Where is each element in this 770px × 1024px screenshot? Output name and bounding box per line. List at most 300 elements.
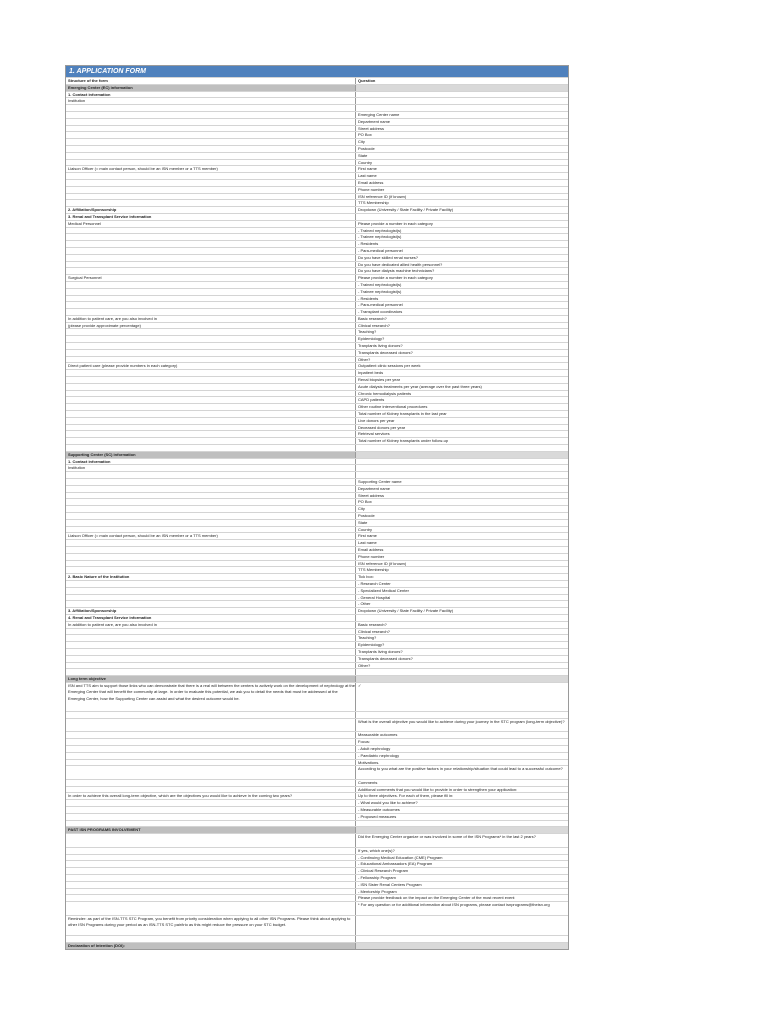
structure-cell xyxy=(66,882,356,888)
table-row xyxy=(66,833,568,847)
question-cell: City xyxy=(358,139,365,145)
table-row xyxy=(66,860,568,867)
structure-cell: In addition to patient care, are you also involved in xyxy=(66,622,356,628)
structure-cell xyxy=(66,343,356,349)
structure-cell xyxy=(66,499,356,505)
structure-cell xyxy=(66,370,356,376)
question-cell: - Fellowship Program xyxy=(358,875,396,881)
table-row xyxy=(66,267,568,274)
question-cell: - Residents xyxy=(358,295,379,301)
question-cell: Inpatient beds xyxy=(358,370,384,376)
structure-cell: 3. Affiliation/Sponsorship xyxy=(66,608,356,614)
question-cell xyxy=(356,669,568,675)
question-cell: Tick box: xyxy=(358,574,374,580)
question-cell xyxy=(356,85,568,91)
structure-cell xyxy=(66,180,356,186)
table-row xyxy=(66,111,568,118)
structure-cell xyxy=(66,760,356,766)
structure-cell xyxy=(66,160,356,166)
table-row xyxy=(66,759,568,766)
table-row xyxy=(66,485,568,492)
question-cell: Phone number xyxy=(358,186,385,192)
table-row xyxy=(66,478,568,485)
structure-cell xyxy=(66,642,356,648)
table-row xyxy=(66,349,568,356)
question-cell: Additional comments that you would like to provide in order to strengthen your application: xyxy=(358,786,518,792)
question-cell: Please provide a number in each category xyxy=(358,220,433,226)
structure-cell xyxy=(66,132,356,138)
table-row xyxy=(66,498,568,505)
table-row xyxy=(66,580,568,587)
structure-cell xyxy=(66,712,356,718)
table-row xyxy=(66,546,568,553)
structure-cell: In order to achieve this overall long-term objective, which are the objectives you would like to achieve in the coming two years? xyxy=(66,793,356,799)
structure-cell xyxy=(66,581,356,587)
question-cell: Email address xyxy=(358,179,384,185)
question-cell: What is the overall objective you would like to achieve during your journey in the STC program (long-term objective)? xyxy=(358,718,565,724)
question-cell xyxy=(356,943,568,949)
table-row xyxy=(66,295,568,302)
question-cell: - Trainee nephrologist(s) xyxy=(358,234,402,240)
question-cell: According to you what are the positive factors in your relationship/situation that could lead to a successful outcome? xyxy=(358,766,563,772)
table-row xyxy=(66,430,568,437)
table-row xyxy=(66,888,568,895)
question-cell: - Para-medical personnel xyxy=(358,247,403,253)
question-cell: Epidemiology? xyxy=(358,642,385,648)
table-row xyxy=(66,97,568,104)
structure-cell xyxy=(66,821,356,827)
structure-cell: Reminder: as part of the ISN-TTS STC Program, you benefit from priority consideration when applying to all other ISN Programs. Please think about applying to other ISN Programs during your period as an ISN-TTS STC pair/trio as this might reduce the pressure on your STC budget. xyxy=(66,916,356,935)
table-row xyxy=(66,765,568,779)
structure-cell xyxy=(66,629,356,635)
structure-cell xyxy=(66,479,356,485)
structure-cell: 2. Basic Nature of the Institution xyxy=(66,574,356,580)
structure-cell xyxy=(66,834,356,847)
table-row xyxy=(66,288,568,295)
structure-cell xyxy=(66,228,356,234)
table-row xyxy=(66,328,568,335)
structure-cell xyxy=(66,848,356,854)
table-row xyxy=(66,648,568,655)
question-cell: - Paediatric nephrology xyxy=(358,752,400,758)
table-row xyxy=(66,786,568,793)
table-row xyxy=(66,165,568,172)
structure-cell xyxy=(66,780,356,786)
structure-cell xyxy=(66,868,356,874)
structure-cell: Institution xyxy=(66,465,356,471)
table-row xyxy=(66,220,568,227)
structure-cell xyxy=(66,350,356,356)
table-row xyxy=(66,308,568,315)
question-cell: State xyxy=(358,519,368,525)
table-row xyxy=(66,731,568,738)
structure-cell xyxy=(66,732,356,738)
structure-cell: In addition to patient care, are you also involved in xyxy=(66,316,356,322)
question-cell: Other? xyxy=(358,662,371,668)
table-row xyxy=(66,505,568,512)
structure-cell xyxy=(66,595,356,601)
table-row xyxy=(66,369,568,376)
table-row xyxy=(66,682,568,711)
question-cell: Country xyxy=(358,526,373,532)
question-cell xyxy=(356,615,568,621)
table-row xyxy=(66,607,568,614)
question-cell: PO Box xyxy=(358,132,372,138)
table-row xyxy=(66,621,568,628)
structure-cell xyxy=(66,391,356,397)
table-row xyxy=(66,745,568,752)
question-cell: Total number of Kidney transplants in the last year xyxy=(358,411,447,417)
table-row xyxy=(66,362,568,369)
structure-cell xyxy=(66,506,356,512)
structure-cell xyxy=(66,329,356,335)
structure-cell xyxy=(66,656,356,662)
table-row xyxy=(66,444,568,451)
table-row xyxy=(66,806,568,813)
structure-cell xyxy=(66,302,356,308)
structure-cell xyxy=(66,814,356,820)
question-cell: Other? xyxy=(358,356,371,362)
table-row xyxy=(66,403,568,410)
question-cell: TTS Membership xyxy=(358,567,389,573)
question-cell: - Para-medical personnel xyxy=(358,302,403,308)
structure-cell xyxy=(66,194,356,200)
table-row xyxy=(66,233,568,240)
table-row xyxy=(66,464,568,471)
section-header-row xyxy=(66,84,568,91)
structure-cell xyxy=(66,855,356,861)
structure-cell xyxy=(66,669,356,675)
structure-cell: Liaison Officer (= main contact person, should be an ISN member or a TTS member) xyxy=(66,533,356,539)
table-row xyxy=(66,227,568,234)
question-cell: Focus: xyxy=(358,739,371,745)
table-row xyxy=(66,410,568,417)
application-form-sheet xyxy=(65,65,569,950)
question-cell: Other routine interventional procedures xyxy=(358,404,428,410)
table-row xyxy=(66,614,568,621)
table-row xyxy=(66,396,568,403)
table-row xyxy=(66,159,568,166)
question-cell: Emerging Center name xyxy=(358,111,400,117)
structure-cell xyxy=(66,262,356,268)
structure-cell xyxy=(66,719,356,732)
question-cell: Do you have skilled renal nurses? xyxy=(358,254,419,260)
structure-cell xyxy=(66,766,356,779)
question-cell: Tranplants living donors? xyxy=(358,648,403,654)
question-cell: Department name xyxy=(358,118,391,124)
table-row xyxy=(66,600,568,607)
question-cell xyxy=(356,712,568,718)
table-row xyxy=(66,104,568,111)
table-row xyxy=(66,594,568,601)
structure-cell: 1. Contact information xyxy=(66,459,356,465)
question-cell: - Continuing Medical Education (CME) Program xyxy=(358,854,443,860)
question-cell: TTS Membership xyxy=(358,200,389,206)
question-cell: First name xyxy=(358,166,377,172)
question-cell xyxy=(356,452,568,458)
question-cell: - Specialized Medical Center xyxy=(358,587,409,593)
structure-cell xyxy=(66,486,356,492)
question-cell: Live donors per year xyxy=(358,417,395,423)
table-row xyxy=(66,539,568,546)
table-row xyxy=(66,901,568,915)
table-row xyxy=(66,587,568,594)
question-cell: ISN reference ID (if known) xyxy=(358,560,407,566)
structure-cell xyxy=(66,187,356,193)
structure-cell xyxy=(66,635,356,641)
question-cell: - Trained nephrologist(s) xyxy=(358,227,402,233)
table-row xyxy=(66,718,568,732)
question-cell: Please provide a number in each category xyxy=(358,275,433,281)
question-cell: Measurable outcomes xyxy=(358,732,398,738)
form-table xyxy=(66,77,568,949)
table-row xyxy=(66,492,568,499)
question-cell: - Proposed measures xyxy=(358,813,397,819)
structure-cell: PAST ISN PROGRAMS INVOLVEMENT xyxy=(66,827,356,833)
structure-cell xyxy=(66,112,356,118)
question-cell: - Educational Ambassadors (EA) Program xyxy=(358,861,433,867)
structure-cell: Declaration of Intention (DOI): xyxy=(66,943,356,949)
table-row xyxy=(66,779,568,786)
question-cell: Retrieval services xyxy=(358,431,390,437)
table-row xyxy=(66,560,568,567)
structure-cell xyxy=(66,753,356,759)
structure-cell xyxy=(66,902,356,915)
table-row xyxy=(66,193,568,200)
table-row xyxy=(66,847,568,854)
question-cell: ISN reference ID (if known) xyxy=(358,193,407,199)
table-row xyxy=(66,301,568,308)
question-cell xyxy=(356,459,568,465)
structure-cell xyxy=(66,425,356,431)
structure-cell xyxy=(66,438,356,444)
table-row xyxy=(66,519,568,526)
structure-cell xyxy=(66,309,356,315)
table-row xyxy=(66,738,568,745)
question-cell xyxy=(356,214,568,220)
structure-cell xyxy=(66,875,356,881)
table-row xyxy=(66,752,568,759)
structure-cell xyxy=(66,248,356,254)
question-cell: Transplants deceased donors? xyxy=(358,655,413,661)
question-cell: Total number of Kidney transplants under follow-up xyxy=(358,438,449,444)
question-cell: - Measurable outcomes xyxy=(358,807,400,813)
table-row xyxy=(66,526,568,533)
structure-cell xyxy=(66,431,356,437)
question-cell: - Residents xyxy=(358,241,379,247)
table-row xyxy=(66,254,568,261)
structure-cell xyxy=(66,547,356,553)
table-row xyxy=(66,792,568,799)
question-cell: Postcode xyxy=(358,145,375,151)
structure-cell xyxy=(66,418,356,424)
table-row xyxy=(66,915,568,935)
structure-cell xyxy=(66,296,356,302)
question-cell: Dropdown (University / State Facility / Private Facility) xyxy=(358,608,454,614)
structure-cell: Surgical Personnel xyxy=(66,275,356,281)
table-row xyxy=(66,281,568,288)
table-row xyxy=(66,213,568,220)
question-cell: Do you have dedicated allied health personnel? xyxy=(358,261,443,267)
structure-cell: Direct patient care (please provide numbers in each category) xyxy=(66,363,356,369)
question-cell xyxy=(356,92,568,98)
structure-cell xyxy=(66,663,356,669)
table-row xyxy=(66,335,568,342)
question-cell: * For any question or for additional information about ISN programs, please contact isnprograms@theisn.org xyxy=(358,902,550,908)
structure-cell xyxy=(66,200,356,206)
table-row xyxy=(66,512,568,519)
question-cell: PO Box xyxy=(358,499,372,505)
table-row xyxy=(66,573,568,580)
table-row xyxy=(66,662,568,669)
table-row xyxy=(66,628,568,635)
structure-cell: 2. Affiliation/Sponsorship xyxy=(66,207,356,213)
structure-cell xyxy=(66,404,356,410)
question-cell xyxy=(356,936,568,942)
question-cell: - Trainee nephrologist(s) xyxy=(358,288,402,294)
structure-cell xyxy=(66,146,356,152)
table-row xyxy=(66,881,568,888)
question-cell: - Mentorship Program xyxy=(358,888,397,894)
question-cell: Last name xyxy=(358,173,377,179)
structure-cell xyxy=(66,746,356,752)
question-cell: Epidemiology? xyxy=(358,336,385,342)
question-cell: - What would you like to achieve? xyxy=(358,800,418,806)
table-row xyxy=(66,240,568,247)
table-row xyxy=(66,390,568,397)
table-row xyxy=(66,172,568,179)
structure-cell xyxy=(66,561,356,567)
question-cell: Tranplants living donors? xyxy=(358,343,403,349)
question-cell: Renal biopsies per year xyxy=(358,377,401,383)
question-cell xyxy=(356,98,568,104)
section-header-row xyxy=(66,826,568,833)
structure-cell: 3. Renal and Transplant Service information xyxy=(66,214,356,220)
structure-cell xyxy=(66,567,356,573)
structure-cell xyxy=(66,268,356,274)
structure-cell xyxy=(66,739,356,745)
table-row xyxy=(66,668,568,675)
structure-cell xyxy=(66,861,356,867)
question-cell xyxy=(356,916,568,935)
structure-cell xyxy=(66,493,356,499)
structure-cell: Supporting Center (SC) information xyxy=(66,452,356,458)
table-row xyxy=(66,532,568,539)
table-row xyxy=(66,471,568,478)
question-cell: State xyxy=(358,152,368,158)
question-cell: Street address xyxy=(358,125,385,131)
table-row xyxy=(66,77,568,84)
table-row xyxy=(66,342,568,349)
structure-cell: Structure of the form xyxy=(66,78,356,84)
table-row xyxy=(66,383,568,390)
question-cell: - Transplant coordinators xyxy=(358,309,403,315)
structure-cell xyxy=(66,807,356,813)
structure-cell xyxy=(66,472,356,478)
table-row xyxy=(66,131,568,138)
question-cell: Basic research? xyxy=(358,621,387,627)
question-cell: Phone number xyxy=(358,553,385,559)
table-row xyxy=(66,261,568,268)
table-row xyxy=(66,199,568,206)
question-cell: Acute dialysis treatments per year (average over the past three years) xyxy=(358,383,482,389)
question-cell: - Other xyxy=(358,601,371,607)
structure-cell xyxy=(66,241,356,247)
table-row xyxy=(66,641,568,648)
question-cell: Postcode xyxy=(358,513,375,518)
structure-cell xyxy=(66,601,356,607)
question-cell: Did the Emerging Center organize or was involved in some of the ISN Programs* in the last 2 years? xyxy=(358,834,536,840)
table-row xyxy=(66,356,568,363)
question-cell: Country xyxy=(358,159,373,165)
structure-cell xyxy=(66,540,356,546)
structure-cell xyxy=(66,357,356,363)
table-row xyxy=(66,118,568,125)
structure-cell xyxy=(66,255,356,261)
section-header-row xyxy=(66,675,568,682)
section-header-row xyxy=(66,451,568,458)
table-row xyxy=(66,874,568,881)
question-cell: Dropdown (University / State Facility / Private Facility) xyxy=(358,207,454,213)
structure-cell xyxy=(66,377,356,383)
structure-cell xyxy=(66,554,356,560)
table-row xyxy=(66,91,568,98)
question-cell: CAPD patients xyxy=(358,397,385,403)
table-row xyxy=(66,799,568,806)
table-row xyxy=(66,125,568,132)
question-cell: - Adult nephrology xyxy=(358,745,391,751)
question-cell: Basic research? xyxy=(358,315,387,321)
structure-cell xyxy=(66,527,356,533)
question-cell: Supporting Center name xyxy=(358,479,402,485)
table-row xyxy=(66,179,568,186)
table-row xyxy=(66,206,568,213)
structure-cell xyxy=(66,336,356,342)
table-row xyxy=(66,566,568,573)
question-cell xyxy=(356,472,568,478)
structure-cell: 1. Contact information xyxy=(66,92,356,98)
structure-cell xyxy=(66,119,356,125)
question-cell: Transplants deceased donors? xyxy=(358,349,413,355)
structure-cell: Institution xyxy=(66,98,356,104)
table-row xyxy=(66,274,568,281)
question-cell: Comments xyxy=(358,779,378,785)
table-row xyxy=(66,138,568,145)
structure-cell xyxy=(66,173,356,179)
structure-cell xyxy=(66,153,356,159)
structure-cell xyxy=(66,126,356,132)
table-row xyxy=(66,315,568,322)
structure-cell xyxy=(66,936,356,942)
structure-cell xyxy=(66,384,356,390)
structure-cell xyxy=(66,889,356,895)
question-cell: - ISN Sister Renal Centers Program xyxy=(358,881,422,887)
question-cell: City xyxy=(358,506,365,512)
structure-cell xyxy=(66,520,356,526)
table-row xyxy=(66,417,568,424)
structure-cell xyxy=(66,234,356,240)
question-cell: Teaching? xyxy=(358,329,377,335)
question-cell: - Research Center xyxy=(358,580,391,586)
question-cell xyxy=(356,821,568,827)
question-cell: Teaching? xyxy=(358,635,377,641)
table-row xyxy=(66,376,568,383)
question-cell: Motivations. xyxy=(358,759,380,765)
question-cell: Last name xyxy=(358,540,377,546)
structure-cell: Liaison Officer (= main contact person, should be an ISN member or a TTS member) xyxy=(66,166,356,172)
table-row xyxy=(66,820,568,827)
question-cell: Outpatient clinic sessions per week xyxy=(358,363,421,369)
